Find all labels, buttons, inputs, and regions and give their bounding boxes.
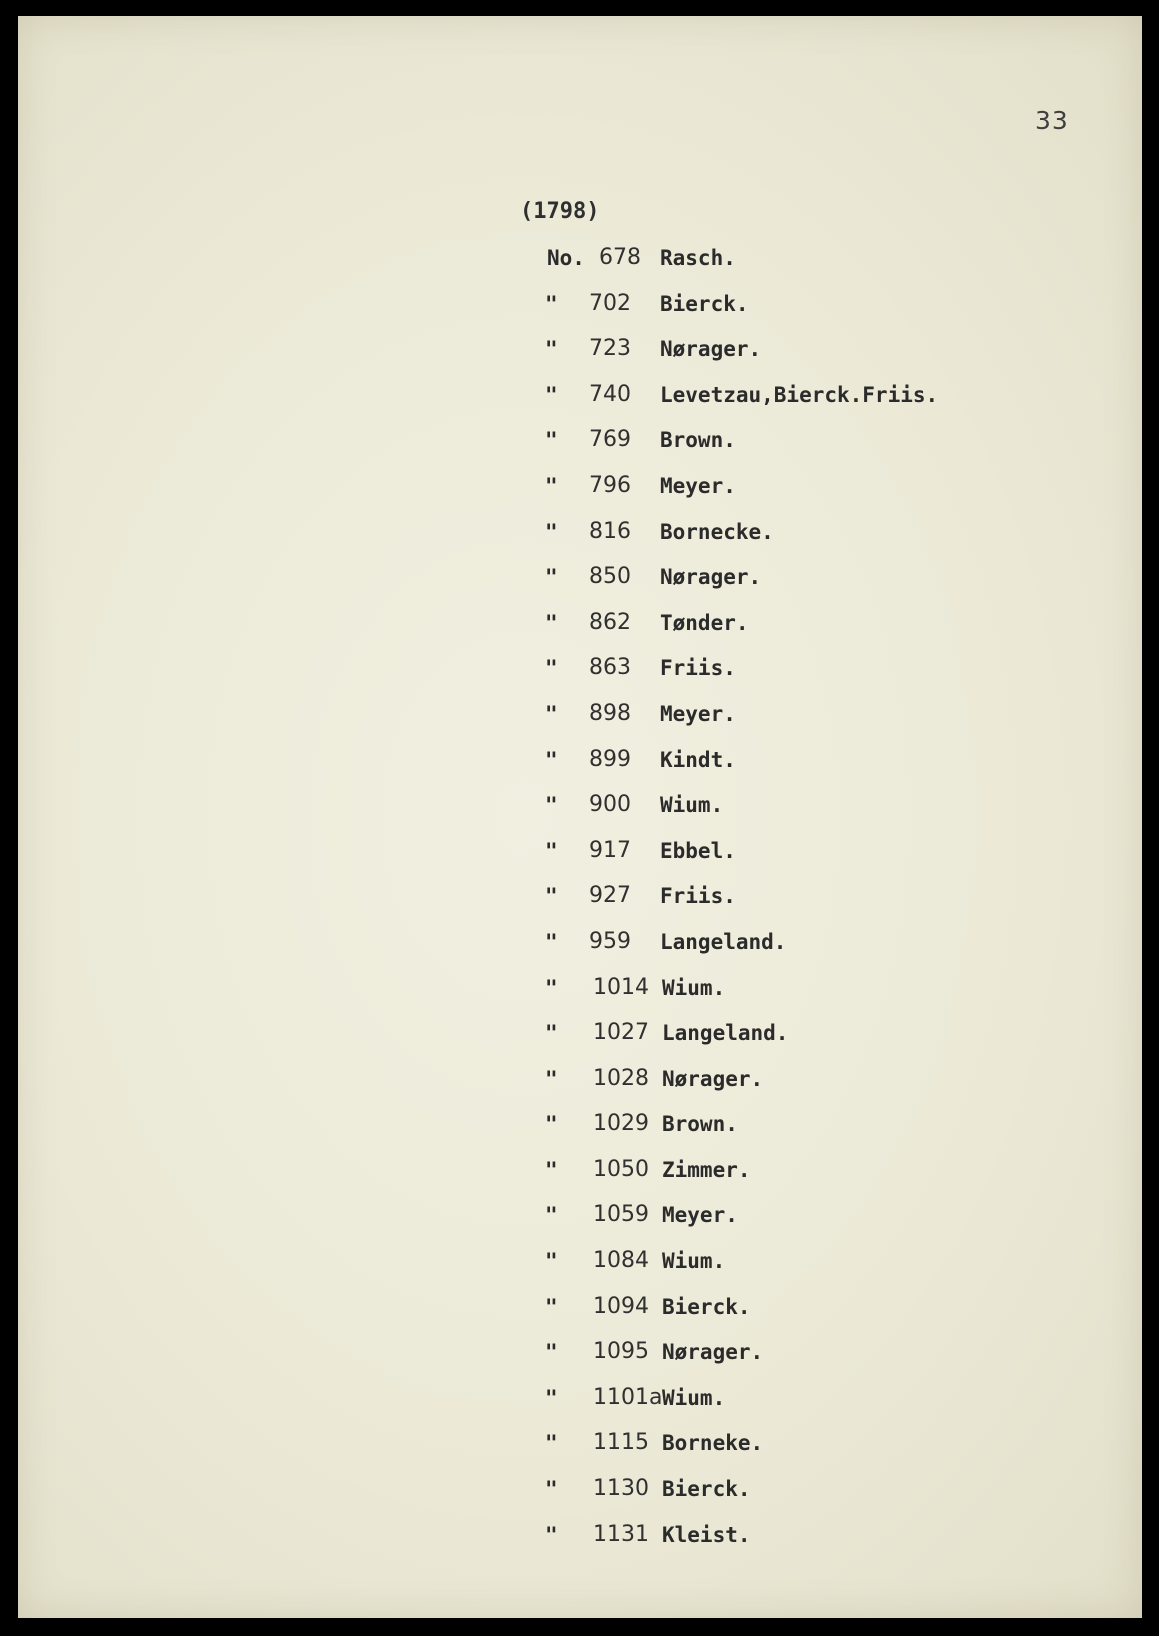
entry-number: 1028 — [593, 1065, 649, 1091]
entry-number: 702 — [589, 290, 631, 316]
entry-name: Wium. — [662, 1385, 726, 1410]
entry-name: Kindt. — [660, 747, 736, 772]
entry-prefix: " — [545, 1340, 558, 1365]
entry-number: 769 — [589, 427, 631, 453]
entry-number: 1115 — [593, 1430, 649, 1456]
entry-prefix: " — [545, 473, 558, 498]
entry-number: 863 — [589, 655, 631, 681]
entry-prefix: " — [545, 1294, 558, 1319]
entry-name: Friis. — [660, 656, 736, 681]
entry-prefix: " — [545, 382, 558, 407]
entry-number: 898 — [589, 700, 631, 726]
entry-name: Bornecke. — [660, 519, 774, 544]
entry-number: 1130 — [593, 1476, 649, 1502]
entry-prefix: " — [545, 565, 558, 590]
entry-name: Wium. — [662, 1249, 726, 1274]
entry-number: 1059 — [593, 1202, 649, 1228]
entry-number: 1094 — [593, 1293, 649, 1319]
entry-prefix: " — [545, 701, 558, 726]
entry-name: Meyer. — [662, 1203, 738, 1228]
entry-prefix: " — [545, 1385, 558, 1410]
entry-prefix: " — [545, 1522, 558, 1547]
entry-name: Langeland. — [662, 1021, 789, 1046]
entry-number: 1014 — [593, 974, 649, 1000]
entry-name: Nørager. — [662, 1340, 764, 1365]
entry-number: 1095 — [593, 1339, 649, 1365]
entry-prefix: " — [545, 656, 558, 681]
entry-prefix: " — [545, 1431, 558, 1456]
entry-name: Levetzau,Bierck.Friis. — [660, 382, 939, 407]
entry-prefix: " — [545, 610, 558, 635]
entry-name: Borneke. — [662, 1431, 764, 1456]
entry-number: 1084 — [593, 1248, 649, 1274]
entry-number: 740 — [589, 381, 631, 407]
entry-name: Wium. — [662, 975, 726, 1000]
entry-name: Brown. — [660, 428, 736, 453]
entry-number: 899 — [589, 746, 631, 772]
entry-prefix: " — [545, 1157, 558, 1182]
entry-number: 862 — [589, 609, 631, 635]
entry-prefix: " — [545, 884, 558, 909]
entry-number: 900 — [589, 792, 631, 818]
entry-number: 1131 — [593, 1521, 649, 1547]
entry-name: Zimmer. — [662, 1157, 751, 1182]
entry-name: Meyer. — [660, 701, 736, 726]
entry-prefix: " — [545, 1112, 558, 1137]
entry-prefix: " — [545, 975, 558, 1000]
entry-number: 678 — [599, 245, 641, 270]
entry-number: 850 — [589, 564, 631, 590]
entry-number: 796 — [589, 472, 631, 498]
entry-name: Langeland. — [660, 929, 787, 954]
entry-name: Ebbel. — [660, 838, 736, 863]
entry-number: 1050 — [593, 1156, 649, 1182]
entry-prefix: " — [545, 747, 558, 772]
entry-name: Kleist. — [662, 1522, 751, 1547]
entry-number: 959 — [589, 928, 631, 954]
entry-name: Bierck. — [662, 1477, 751, 1502]
entry-prefix: " — [545, 428, 558, 453]
entry-number: 1101a — [593, 1384, 663, 1410]
entry-prefix: No. — [547, 246, 585, 270]
entry-prefix: " — [545, 793, 558, 818]
entry-number: 723 — [589, 336, 631, 362]
entry-number: 1027 — [593, 1020, 649, 1046]
entry-prefix: " — [545, 1477, 558, 1502]
entry-name: Nørager. — [662, 1066, 764, 1091]
entry-name: Tønder. — [660, 610, 749, 635]
entry-prefix: " — [545, 337, 558, 362]
entry-name: Rasch. — [660, 246, 736, 270]
entry-prefix: " — [545, 929, 558, 954]
entry-name: Bierck. — [662, 1294, 751, 1319]
entry-number: 816 — [589, 518, 631, 544]
entry-number: 917 — [589, 837, 631, 863]
entry-number: 927 — [589, 883, 631, 909]
entry-prefix: " — [545, 519, 558, 544]
entry-name: Nørager. — [660, 337, 762, 362]
page-number: 33 — [1035, 106, 1069, 135]
entry-prefix: " — [545, 838, 558, 863]
entry-prefix: " — [545, 1249, 558, 1274]
entry-name: Bierck. — [660, 291, 749, 316]
document-page — [18, 16, 1142, 1618]
entry-name: Wium. — [660, 793, 724, 818]
entry-number: 1029 — [593, 1111, 649, 1137]
entry-name: Friis. — [660, 884, 736, 909]
entry-prefix: " — [545, 291, 558, 316]
entry-prefix: " — [545, 1203, 558, 1228]
entry-name: Brown. — [662, 1112, 738, 1137]
entry-prefix: " — [545, 1021, 558, 1046]
entry-prefix: " — [545, 1066, 558, 1091]
entry-name: Meyer. — [660, 473, 736, 498]
entry-name: Nørager. — [660, 565, 762, 590]
year-heading: (1798) — [520, 199, 600, 224]
